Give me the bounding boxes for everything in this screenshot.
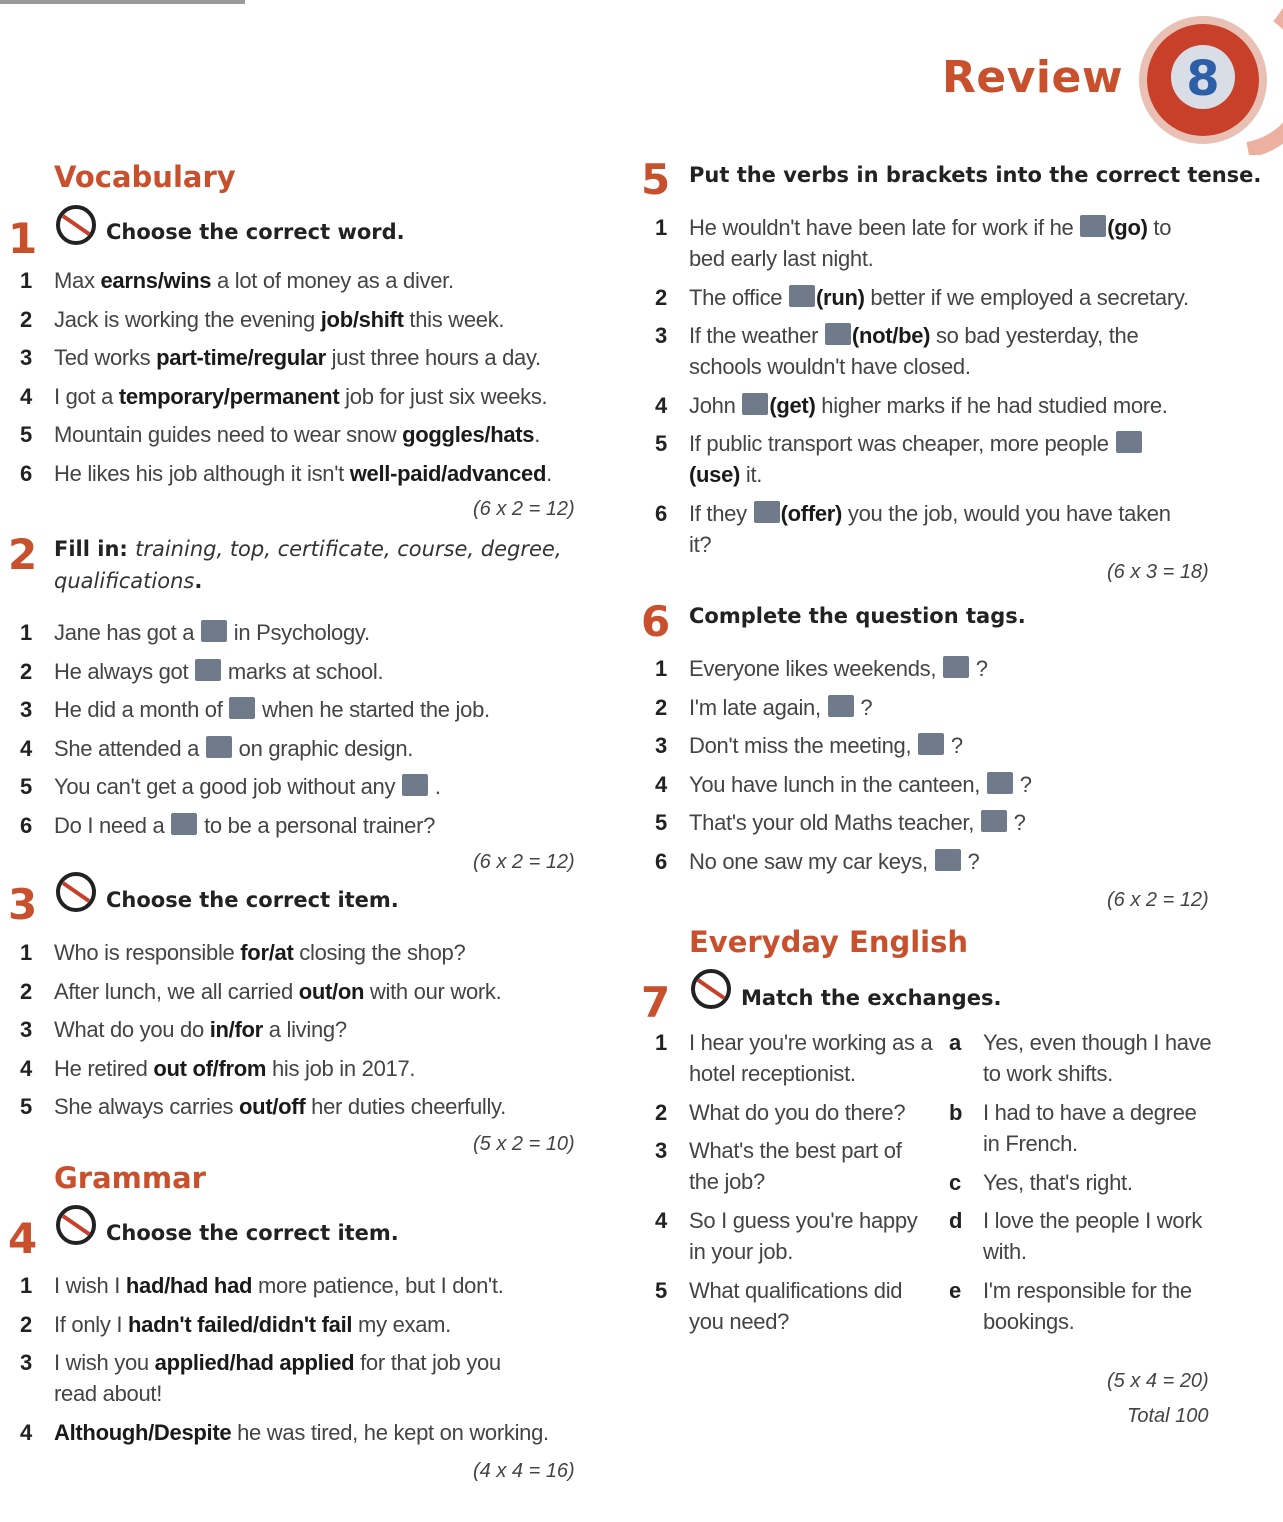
gap-box-icon[interactable]: [789, 285, 815, 307]
grammar-heading: Grammar: [54, 1161, 206, 1195]
gap-box-icon[interactable]: [1080, 215, 1106, 237]
exercise-3-number: 3: [8, 880, 38, 929]
item-number: 5: [20, 774, 32, 800]
gap-box-icon[interactable]: [825, 323, 851, 345]
item-option: out/off: [239, 1094, 306, 1120]
item-number: 2: [655, 694, 667, 720]
exercise-5-instruction: Put the verbs in brackets into the correct tense.: [689, 163, 1262, 187]
exercise-7-score: (5 x 4 = 20): [1107, 1370, 1209, 1392]
item-number: 2: [20, 1311, 32, 1337]
exchange-answer-line2: in French.: [983, 1131, 1078, 1156]
item-text: Mountain guides need to wear snow goggles/hats.: [54, 422, 541, 448]
gap-box-icon[interactable]: [981, 810, 1007, 832]
item-option: for/at: [240, 940, 294, 965]
exchange-answer-line2: to work shifts.: [983, 1061, 1113, 1086]
item-number: 3: [20, 1017, 32, 1043]
gap-box-icon[interactable]: [1116, 431, 1142, 453]
no-dictionary-icon: [689, 967, 733, 1011]
item-text-line2: read about!: [54, 1381, 163, 1407]
item-option: job/shift: [320, 306, 404, 332]
unit-badge-icon: [1128, 5, 1283, 155]
item-text: Do I need a ... to be a personal trainer?: [54, 813, 435, 839]
item-text: The office ...(run) better if we employed a secretary.: [689, 285, 1189, 311]
item-option: earns/wins: [100, 268, 212, 293]
exercise-2-score: (6 x 2 = 12): [473, 851, 575, 873]
item-text: She attended a ... on graphic design.: [54, 736, 413, 762]
item-text: What do you do in/for a living?: [54, 1017, 347, 1043]
answer-letter: b: [949, 1100, 963, 1125]
exercise-7-number: 7: [641, 978, 671, 1027]
item-option: hadn't failed/didn't fail: [128, 1311, 353, 1337]
exchange-prompt-line2: in your job.: [689, 1239, 794, 1264]
item-text: He always got ... marks at school.: [54, 659, 383, 685]
exercise-4-instruction: Choose the correct item.: [106, 1221, 399, 1245]
item-number: 4: [655, 392, 667, 418]
item-option: (get): [769, 392, 816, 418]
no-dictionary-icon: [54, 1203, 98, 1247]
exercise-6-score: (6 x 2 = 12): [1107, 889, 1209, 911]
exercise-1-number: 1: [8, 214, 38, 263]
item-option: temporary/permanent: [118, 383, 340, 409]
exercise-6-number: 6: [641, 597, 671, 646]
exchange-prompt-line2: the job?: [689, 1169, 765, 1194]
item-text: I wish I had/had had more patience, but I don't.: [54, 1273, 504, 1298]
item-option: part-time/regular: [156, 345, 326, 371]
item-text: Don't miss the meeting, ... ?: [689, 733, 963, 759]
item-number: 4: [20, 383, 32, 409]
gap-box-icon[interactable]: [754, 501, 780, 523]
exchange-prompt: I hear you're working as a: [689, 1030, 933, 1055]
exercise-1-instruction: Choose the correct word.: [106, 220, 405, 244]
item-number: 4: [20, 735, 32, 761]
item-number: 2: [655, 284, 667, 310]
item-text: That's your old Maths teacher, ... ?: [689, 810, 1026, 836]
exercise-2-instruction: Fill in: training, top, certificate, course, degree,: [54, 537, 562, 561]
item-text: If the weather ...(not/be) so bad yesterday, the: [689, 323, 1138, 349]
item-number: 6: [655, 849, 667, 874]
item-option: applied/had applied: [154, 1350, 355, 1376]
item-number: 5: [655, 431, 667, 457]
answer-letter: c: [949, 1170, 962, 1195]
gap-box-icon[interactable]: [987, 772, 1013, 794]
exchange-prompt-line2: you need?: [689, 1309, 790, 1334]
exchange-answer: I'm responsible for the: [983, 1278, 1192, 1303]
answer-letter: e: [949, 1278, 962, 1303]
exchange-answer: I had to have a degree: [983, 1100, 1197, 1125]
exchange-answer: Yes, that's right.: [983, 1170, 1133, 1195]
item-option: well-paid/advanced: [349, 461, 547, 486]
item-number: 1: [20, 1273, 32, 1298]
item-option: out/on: [298, 978, 365, 1004]
item-text: You can't get a good job without any ... .: [54, 774, 441, 800]
item-number: 4: [20, 1055, 32, 1081]
vocabulary-heading: Vocabulary: [54, 160, 236, 194]
item-text: You have lunch in the canteen, ... ?: [689, 772, 1032, 798]
item-number: 1: [655, 215, 667, 240]
exchange-prompt: So I guess you're happy: [689, 1208, 918, 1233]
gap-box-icon[interactable]: [201, 620, 227, 642]
exchange-prompt: What's the best part of: [689, 1138, 902, 1163]
item-number: 1: [655, 1030, 668, 1055]
exercise-7-instruction: Match the exchanges.: [741, 986, 1002, 1010]
item-text: Who is responsible for/at closing the shop?: [54, 940, 466, 965]
exercise-2-number: 2: [8, 530, 38, 579]
gap-box-icon[interactable]: [828, 695, 854, 717]
item-text: Jane has got a ... in Psychology.: [54, 620, 370, 646]
answer-letter: d: [949, 1208, 963, 1233]
item-text: If public transport was cheaper, more people ...: [689, 431, 1143, 457]
item-option: had/had had: [125, 1273, 253, 1298]
gap-box-icon[interactable]: [206, 736, 232, 758]
exercise-5-score: (6 x 3 = 18): [1107, 561, 1209, 583]
item-number: 3: [655, 323, 667, 349]
item-text: I'm late again, ... ?: [689, 695, 872, 721]
gap-box-icon[interactable]: [195, 659, 221, 681]
item-number: 2: [655, 1100, 668, 1125]
review-title: Review: [942, 52, 1123, 103]
item-text: Max earns/wins a lot of money as a diver.: [54, 268, 454, 293]
item-text: Jack is working the evening job/shift this week.: [54, 306, 505, 332]
item-number: 1: [655, 656, 667, 681]
item-option: (go): [1107, 215, 1148, 240]
item-text: He wouldn't have been late for work if he ...(go) to: [689, 215, 1171, 241]
item-text: If only I hadn't failed/didn't fail my exam.: [54, 1311, 451, 1337]
unit-number: 8: [1186, 51, 1220, 107]
exercise-4-score: (4 x 4 = 16): [473, 1460, 575, 1482]
exercise-2-instruction-line2: qualifications.: [54, 569, 203, 593]
item-text: If they ...(offer) you the job, would you have taken: [689, 501, 1171, 527]
exchange-prompt-line2: hotel receptionist.: [689, 1061, 856, 1086]
exercise-3-instruction: Choose the correct item.: [106, 888, 399, 912]
no-dictionary-icon: [54, 203, 98, 247]
item-option: (run): [816, 284, 865, 310]
item-number: 6: [20, 461, 32, 486]
item-text-line2: it?: [689, 532, 712, 557]
exercise-5-number: 5: [641, 155, 671, 204]
item-option: Although/Despite: [54, 1419, 232, 1445]
gap-box-icon[interactable]: [742, 393, 768, 415]
exchange-answer-line2: bookings.: [983, 1309, 1075, 1334]
item-text: He likes his job although it isn't well-paid/advanced.: [54, 461, 552, 486]
item-number: 3: [20, 697, 32, 723]
exercise-3-score: (5 x 2 = 10): [473, 1133, 575, 1155]
item-number: 3: [655, 1138, 668, 1163]
answer-letter: a: [949, 1030, 962, 1055]
item-number: 2: [20, 306, 32, 332]
item-number: 6: [655, 501, 667, 526]
total-score: Total 100: [1127, 1405, 1209, 1427]
item-text: Although/Despite he was tired, he kept on working.: [54, 1419, 549, 1445]
item-text: John ...(get) higher marks if he had studied more.: [689, 393, 1168, 419]
item-text-line2: (use) it.: [689, 462, 763, 488]
gap-box-icon[interactable]: [402, 774, 428, 796]
item-option: (offer): [780, 501, 843, 526]
item-number: 2: [20, 978, 32, 1004]
item-text: No one saw my car keys, ... ?: [689, 849, 979, 875]
item-number: 1: [20, 620, 32, 645]
item-text: Ted works part-time/regular just three hours a day.: [54, 345, 541, 371]
exercise-6-instruction: Complete the question tags.: [689, 604, 1026, 628]
gap-box-icon[interactable]: [229, 697, 255, 719]
exchange-answer-line2: with.: [983, 1239, 1027, 1264]
item-text-line2: schools wouldn't have closed.: [689, 354, 971, 380]
gap-box-icon[interactable]: [943, 656, 969, 678]
top-rule: [0, 0, 245, 4]
item-number: 4: [20, 1419, 32, 1445]
item-number: 5: [20, 422, 32, 448]
item-number: 5: [655, 1278, 668, 1303]
item-number: 3: [20, 345, 32, 371]
item-text: He retired out of/from his job in 2017.: [54, 1055, 416, 1081]
item-number: 4: [655, 1208, 668, 1233]
item-number: 5: [20, 1094, 32, 1120]
item-option: goggles/hats: [402, 422, 535, 448]
exchange-prompt: What qualifications did: [689, 1278, 903, 1303]
item-option: (not/be): [851, 323, 931, 349]
item-number: 1: [20, 940, 32, 965]
exchange-answer: Yes, even though I have: [983, 1030, 1212, 1055]
item-text: He did a month of ... when he started the job.: [54, 697, 490, 723]
item-text: She always carries out/off her duties cheerfully.: [54, 1094, 506, 1120]
gap-box-icon[interactable]: [935, 849, 961, 871]
item-number: 2: [20, 658, 32, 684]
item-number: 1: [20, 268, 32, 293]
item-number: 6: [20, 813, 32, 838]
item-text: Everyone likes weekends, ... ?: [689, 656, 988, 682]
gap-box-icon[interactable]: [918, 733, 944, 755]
item-number: 3: [20, 1350, 32, 1376]
item-number: 3: [655, 733, 667, 759]
exchange-answer: I love the people I work: [983, 1208, 1203, 1233]
gap-box-icon[interactable]: [171, 813, 197, 835]
item-text-line2: bed early last night.: [689, 246, 874, 271]
item-number: 5: [655, 810, 667, 836]
everyday-english-heading: Everyday English: [689, 925, 969, 959]
item-text: After lunch, we all carried out/on with our work.: [54, 978, 502, 1004]
item-text: I wish you applied/had applied for that job you: [54, 1350, 501, 1376]
exercise-4-number: 4: [8, 1214, 38, 1263]
item-option: in/for: [209, 1017, 263, 1043]
no-dictionary-icon: [54, 870, 98, 914]
item-text: I got a temporary/permanent job for just six weeks.: [54, 383, 548, 409]
item-number: 4: [655, 771, 667, 797]
exercise-1-score: (6 x 2 = 12): [473, 498, 575, 520]
item-option: out of/from: [153, 1055, 267, 1081]
exchange-prompt: What do you do there?: [689, 1100, 906, 1125]
